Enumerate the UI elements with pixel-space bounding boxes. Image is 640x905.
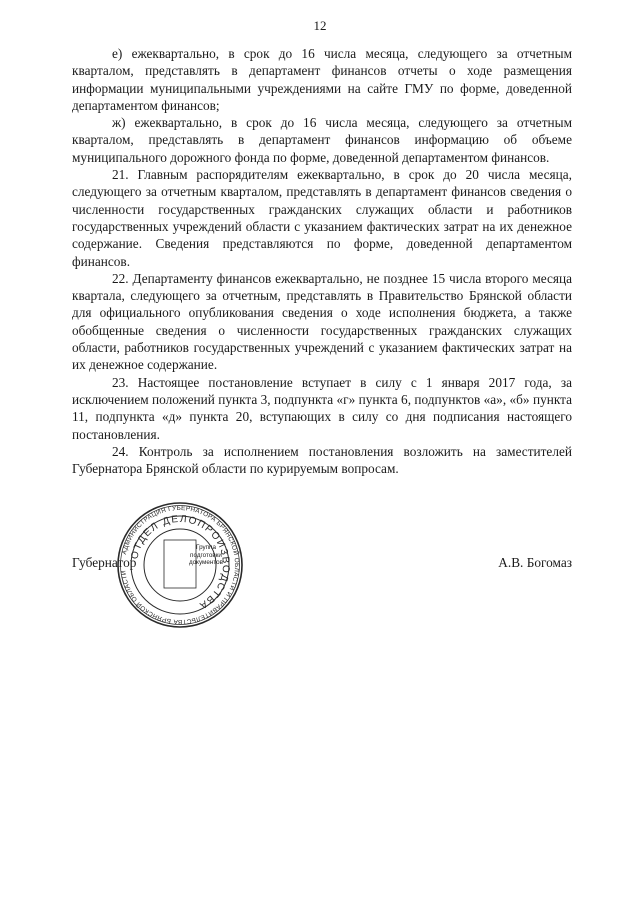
paragraph-zh: ж) ежеквартально, в срок до 16 числа месяца, следующего за отчетным кварталом, представлять в департамент финансов информацию об объеме муниципального дорожного фонда по форме, доведенной департаментом финансов. xyxy=(72,115,572,165)
paragraph-22: 22. Департаменту финансов ежеквартально, не позднее 15 числа второго месяца квартала, следующего за отчетным, представлять в Правительство Брянской области для официального опубликования сведения о ходе исполнения бюджета, а также обобщенные сведения о численности государственных гражданских служащих области, работников государственных учреждений с указанием фактических затрат на их денежное содержание. xyxy=(72,270,572,373)
paragraph-24: 24. Контроль за исполнением постановления возложить на заместителей Губернатора Брянской области по курируемым вопросам. xyxy=(72,443,572,477)
page-number: 12 xyxy=(313,18,327,33)
stamp-center-text: Группа подготовки документов xyxy=(188,544,224,567)
svg-text:ОТДЕЛ ДЕЛОПРОИЗВОДСТВА: ОТДЕЛ ДЕЛОПРОИЗВОДСТВА xyxy=(129,513,232,612)
paragraph-23: 23. Настоящее постановление вступает в силу с 1 января 2017 года, за исключением положений пункта 3, подпункта «г» пункта 6, подпунктов «а», «б» пункта 11, подпункта «д» пункта 20, вступающих в силу со дня подписания настоящего постановления. xyxy=(72,374,572,442)
signatory-position: Губернатор xyxy=(72,555,137,570)
paragraph-e: е) ежеквартально, в срок до 16 числа месяца, следующего за отчетным кварталом, представлять в департамент финансов отчеты о ходе размещения информации муниципальными учреждениями на сайте ГМУ по форме, доведенной департаментом финансов; xyxy=(72,46,572,113)
paragraph-21: 21. Главным распорядителям ежеквартально, в срок до 20 числа месяца, следующего за отчетным кварталом, представлять в департамент финансов сведения о численности государственных гражданских служащих области и работников государственных учреждений области с указанием фактических затрат на их денежное содержание. Сведения представляются по форме, доведенной департаментом финансов. xyxy=(72,167,572,269)
signatory-name: А.В. Богомаз xyxy=(498,555,572,570)
svg-text:АДМИНИСТРАЦИЯ ГУБЕРНАТОРА БРЯН: АДМИНИСТРАЦИЯ ГУБЕРНАТОРА БРЯНСКОЙ ОБЛАСТИ И ПРАВИТЕЛЬСТВА БРЯНСКОЙ ОБЛАСТИ xyxy=(120,504,241,626)
